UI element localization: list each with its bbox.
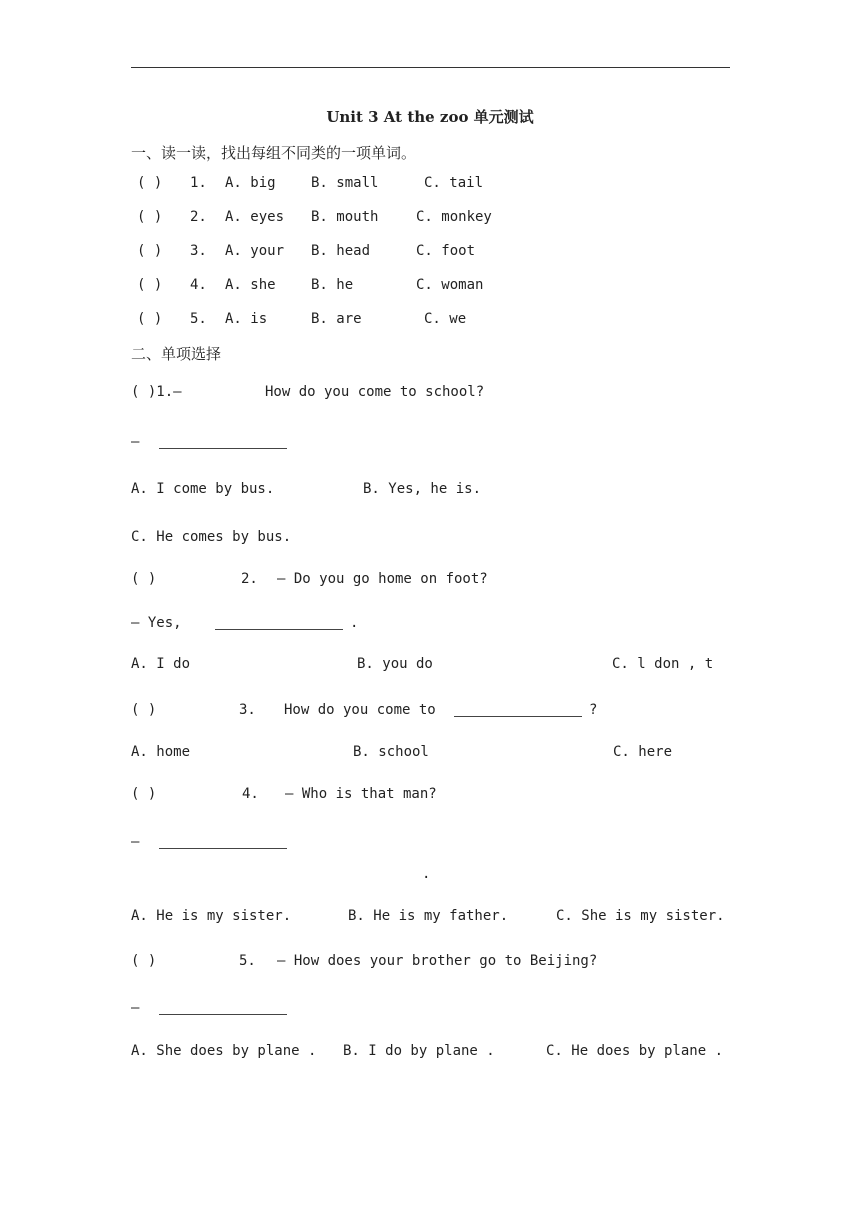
q4-answer-dash: —	[131, 834, 140, 850]
q5-num: 5.	[239, 953, 256, 969]
s1-num: 1.	[190, 175, 207, 191]
q2-num: 2.	[241, 571, 258, 587]
q4-num: 4.	[242, 786, 259, 802]
s1-opt-a: A. your	[225, 243, 285, 259]
q3-blank	[454, 702, 582, 721]
q4-paren: ( )	[131, 786, 157, 802]
s1-paren: ( )	[137, 175, 163, 191]
s1-opt-b: B. he	[311, 277, 354, 293]
q1-answer-blank	[159, 434, 287, 453]
s1-paren: ( )	[137, 311, 163, 327]
q4-question: — Who is that man?	[285, 786, 437, 802]
s1-opt-b: B. head	[311, 243, 371, 259]
q2-option-c: C. l don , t	[612, 656, 714, 672]
q5-option-c: C. He does by plane .	[546, 1043, 724, 1059]
q4-option-a: A. He is my sister.	[131, 908, 292, 924]
section2-heading: 二、单项选择	[131, 345, 222, 363]
s1-opt-b: B. are	[311, 311, 362, 327]
q5-option-b: B. I do by plane .	[343, 1043, 495, 1059]
s1-opt-b: B. small	[311, 175, 379, 191]
q2-question: — Do you go home on foot?	[277, 571, 488, 587]
section1-heading: 一、读一读，找出每组不同类的一项单词。	[131, 144, 417, 162]
q3-option-c: C. here	[613, 744, 673, 760]
s1-opt-c: C. monkey	[416, 209, 492, 225]
s1-opt-c: C. foot	[416, 243, 476, 259]
page-title: Unit 3 At the zoo 单元测试	[326, 108, 534, 126]
s1-opt-a: A. big	[225, 175, 276, 191]
q4-dot: .	[422, 866, 431, 882]
header-rule	[131, 67, 730, 68]
q1-answer-dash: —	[131, 434, 140, 450]
s1-opt-c: C. woman	[416, 277, 484, 293]
q3-suffix: ?	[589, 702, 598, 718]
q1-option-c: C. He comes by bus.	[131, 529, 292, 545]
q3-num: 3.	[239, 702, 256, 718]
q3-option-a: A. home	[131, 744, 191, 760]
s1-opt-b: B. mouth	[311, 209, 379, 225]
q3-option-b: B. school	[353, 744, 429, 760]
q1-paren: ( )1.—	[131, 384, 182, 400]
s1-opt-a: A. eyes	[225, 209, 285, 225]
q2-answer-prefix: — Yes,	[131, 615, 182, 631]
q4-answer-blank	[159, 834, 287, 853]
q1-question: How do you come to school?	[265, 384, 485, 400]
q5-paren: ( )	[131, 953, 157, 969]
q2-paren: ( )	[131, 571, 157, 587]
q2-option-b: B. you do	[357, 656, 433, 672]
s1-paren: ( )	[137, 209, 163, 225]
q3-paren: ( )	[131, 702, 157, 718]
s1-paren: ( )	[137, 277, 163, 293]
s1-opt-c: C. tail	[424, 175, 484, 191]
q2-answer-suffix: .	[350, 615, 359, 631]
s1-paren: ( )	[137, 243, 163, 259]
s1-opt-a: A. is	[225, 311, 268, 327]
q4-option-c: C. She is my sister.	[556, 908, 725, 924]
q4-option-b: B. He is my father.	[348, 908, 509, 924]
q1-option-b: B. Yes, he is.	[363, 481, 482, 497]
q5-answer-blank	[159, 1000, 287, 1019]
q5-answer-dash: —	[131, 1000, 140, 1016]
s1-num: 2.	[190, 209, 207, 225]
s1-opt-c: C. we	[424, 311, 467, 327]
s1-opt-a: A. she	[225, 277, 276, 293]
q3-question: How do you come to	[284, 702, 436, 718]
q2-answer-blank	[215, 615, 343, 634]
s1-num: 5.	[190, 311, 207, 327]
s1-num: 3.	[190, 243, 207, 259]
s1-num: 4.	[190, 277, 207, 293]
q5-question: — How does your brother go to Beijing?	[277, 953, 598, 969]
q1-option-a: A. I come by bus.	[131, 481, 275, 497]
q2-option-a: A. I do	[131, 656, 191, 672]
q5-option-a: A. She does by plane .	[131, 1043, 317, 1059]
